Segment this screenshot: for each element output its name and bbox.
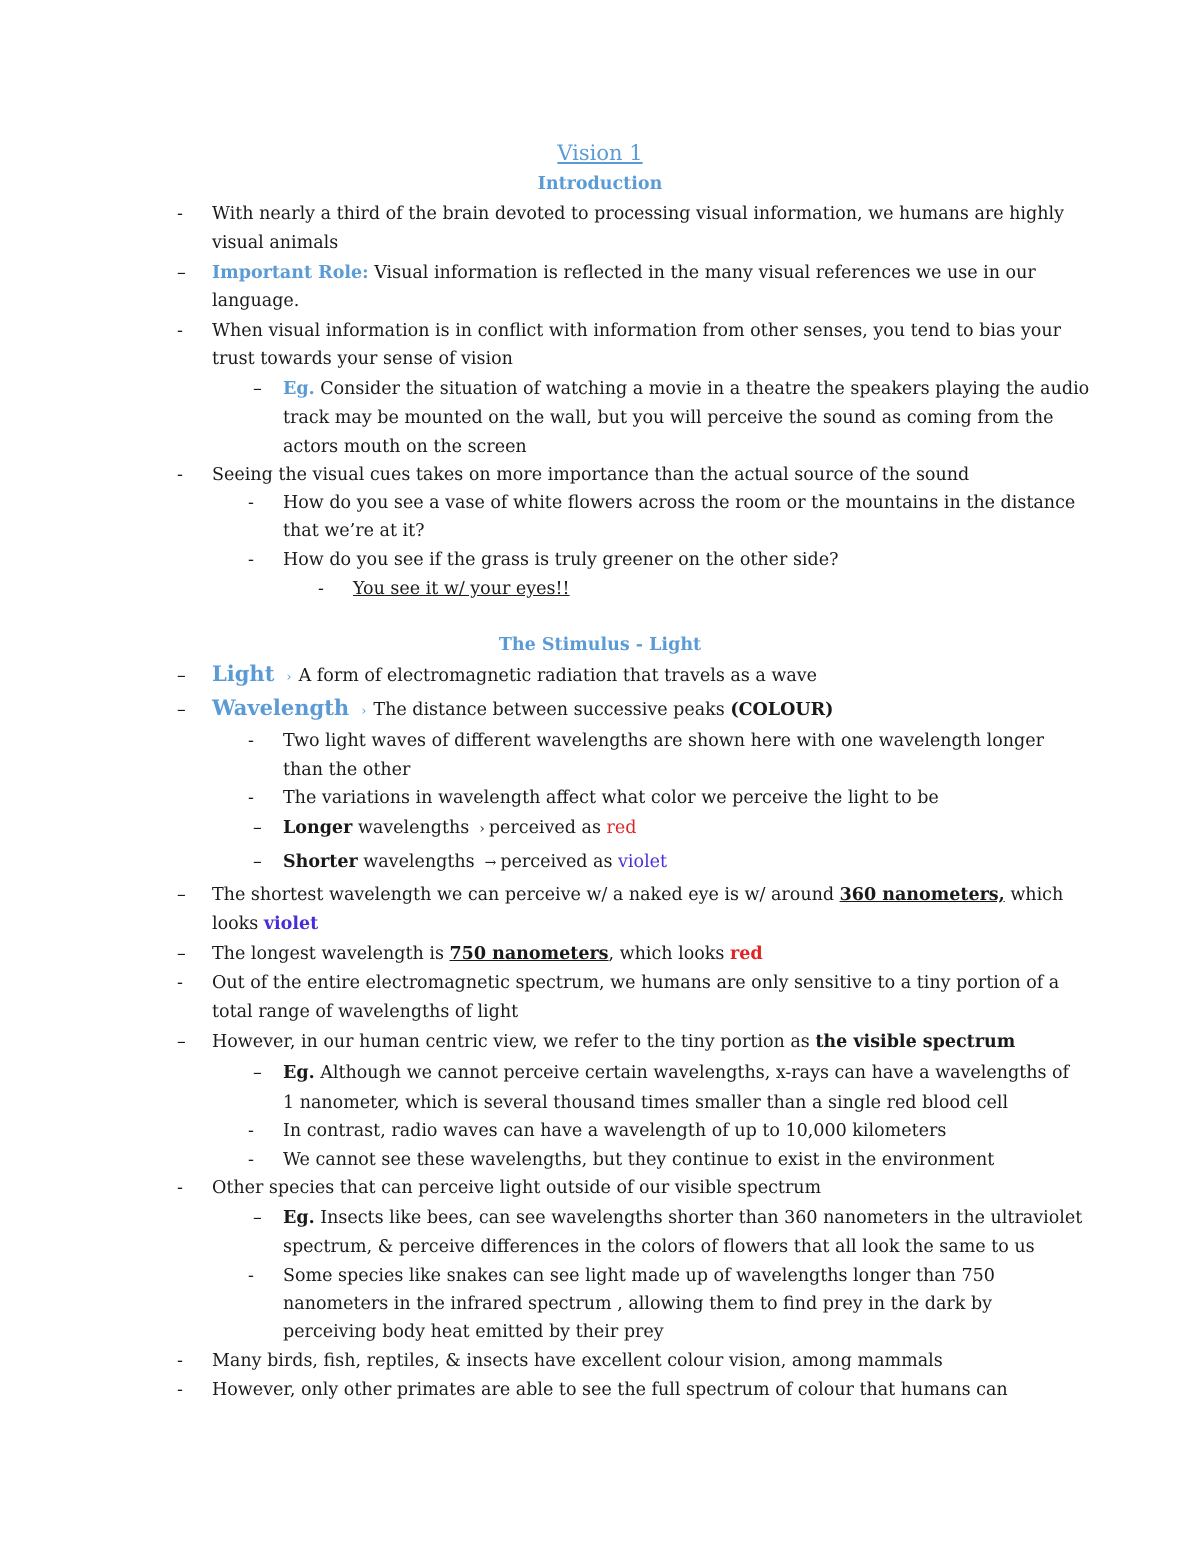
text-span: looks <box>212 914 264 934</box>
arrow-icon: → <box>484 855 497 871</box>
text-line: language. <box>212 291 300 311</box>
text-span: , which looks <box>608 944 730 964</box>
text-violet: violet <box>618 852 668 872</box>
term-wavelength: Wavelength <box>212 695 350 720</box>
text-span: The longest wavelength is <box>212 944 450 964</box>
text-line: Two light waves of different wavelengths are shown here with one wavelength longer <box>283 731 1044 751</box>
term-light: Light <box>212 661 275 686</box>
bullet: - <box>177 1380 183 1400</box>
section-heading-introduction: Introduction <box>537 174 663 194</box>
text-bold-underlined: 750 nanometers <box>449 944 609 964</box>
text-line: actors mouth on the screen <box>283 437 527 457</box>
text-line <box>212 663 817 689</box>
text-line: Some species like snakes can see light made up of wavelengths longer than 750 <box>283 1266 995 1286</box>
text-line: Seeing the visual cues takes on more importance than the actual source of the sound <box>212 465 970 485</box>
text-line: Other species that can perceive light outside of our visible spectrum <box>212 1178 822 1198</box>
bullet: - <box>248 788 254 808</box>
text-span: A form of electromagnetic radiation that travels as a wave <box>298 666 818 686</box>
text-line <box>283 1062 1069 1084</box>
text-line: Out of the entire electromagnetic spectrum, we humans are only sensitive to a tiny portion of a <box>212 973 1060 993</box>
text-line: With nearly a third of the brain devoted to processing visual information, we humans are highly <box>212 204 1064 224</box>
text-violet-bold: violet <box>263 914 319 934</box>
text-line: When visual information is in conflict with information from other senses, you tend to bias your <box>212 321 1061 341</box>
bullet: – <box>177 700 186 720</box>
text-span: Visual information is reflected in the many visual references we use in our <box>368 263 1036 283</box>
text-line: total range of wavelengths of light <box>212 1002 519 1022</box>
bullet: – <box>177 944 186 964</box>
text-bold-underlined: 360 nanometers, <box>839 885 1005 905</box>
bullet: – <box>253 379 262 399</box>
bullet: - <box>177 1178 183 1198</box>
bullet: - <box>248 1121 254 1141</box>
text-span: wavelengths <box>352 818 470 838</box>
label-important-role: Important Role: <box>212 263 369 283</box>
text-line-underlined: You see it w/ your eyes!! <box>353 579 570 599</box>
text-span: The shortest wavelength we can perceive w/ a naked eye is w/ around <box>212 885 840 905</box>
text-line <box>212 1031 1015 1053</box>
text-bold: the visible spectrum <box>815 1032 1016 1052</box>
text-bold: (COLOUR) <box>730 700 834 720</box>
bullet: - <box>177 465 183 485</box>
text-span: which <box>1004 885 1064 905</box>
text-line <box>212 697 833 723</box>
label-eg: Eg. <box>283 379 315 399</box>
bullet: - <box>248 1266 254 1286</box>
text-span: perceived as <box>500 852 619 872</box>
text-line: However, only other primates are able to see the full spectrum of colour that humans can <box>212 1380 1008 1400</box>
label-eg: Eg. <box>283 1208 315 1228</box>
text-line <box>212 884 1063 906</box>
text-red-bold: red <box>729 944 763 964</box>
text-line: We cannot see these wavelengths, but they continue to exist in the environment <box>283 1150 995 1170</box>
bullet: - <box>248 493 254 513</box>
text-line: nanometers in the infrared spectrum , allowing them to find prey in the dark by <box>283 1294 993 1314</box>
bullet: – <box>177 1032 186 1052</box>
text-line <box>212 262 1036 284</box>
bullet: - <box>248 550 254 570</box>
text-span: perceived as <box>488 818 607 838</box>
text-line: that we’re at it? <box>283 521 425 541</box>
section-heading-stimulus: The Stimulus - Light <box>498 635 702 655</box>
bullet: – <box>253 1208 262 1228</box>
text-line: Many birds, fish, reptiles, & insects have excellent colour vision, among mammals <box>212 1351 943 1371</box>
text-line <box>283 378 1089 400</box>
bullet: – <box>253 852 262 872</box>
text-line <box>283 1207 1082 1229</box>
text-line: visual animals <box>212 233 339 253</box>
bullet: - <box>248 731 254 751</box>
text-line: spectrum, & perceive differences in the colors of flowers that all look the same to us <box>283 1237 1035 1257</box>
text-line: How do you see if the grass is truly greener on the other side? <box>283 550 839 570</box>
text-line <box>212 943 763 965</box>
text-line: 1 nanometer, which is several thousand times smaller than a single red blood cell <box>283 1093 1009 1113</box>
text-bold: Longer <box>283 818 353 838</box>
text-span: Consider the situation of watching a movie in a theatre the speakers playing the audio <box>314 379 1090 399</box>
text-red: red <box>606 818 637 838</box>
bullet: – <box>253 1063 262 1083</box>
label-eg: Eg. <box>283 1063 315 1083</box>
text-line: The variations in wavelength affect what color we perceive the light to be <box>283 788 939 808</box>
text-span: The distance between successive peaks <box>373 700 731 720</box>
bullet: – <box>177 263 186 283</box>
bullet: – <box>177 885 186 905</box>
text-line <box>283 851 667 873</box>
text-span: Insects like bees, can see wavelengths shorter than 360 nanometers in the ultraviolet <box>314 1208 1083 1228</box>
text-line: track may be mounted on the wall, but you will perceive the sound as coming from the <box>283 408 1054 428</box>
text-line <box>212 913 318 935</box>
text-span: However, in our human centric view, we refer to the tiny portion as <box>212 1032 816 1052</box>
text-span: Although we cannot perceive certain wavelengths, x-rays can have a wavelengths of <box>314 1063 1070 1083</box>
text-line: than the other <box>283 760 411 780</box>
text-line: In contrast, radio waves can have a wavelength of up to 10,000 kilometers <box>283 1121 947 1141</box>
text-line <box>283 817 636 839</box>
arrow-icon: › <box>286 670 292 685</box>
text-line: How do you see a vase of white flowers across the room or the mountains in the distance <box>283 493 1076 513</box>
bullet: – <box>177 666 186 686</box>
text-line: perceiving body heat emitted by their prey <box>283 1322 664 1342</box>
bullet: – <box>253 818 262 838</box>
text-line: trust towards your sense of vision <box>212 349 513 369</box>
bullet: - <box>248 1150 254 1170</box>
arrow-icon: › <box>479 821 485 837</box>
arrow-icon: › <box>361 704 367 719</box>
bullet: - <box>177 1351 183 1371</box>
bullet: - <box>177 321 183 341</box>
bullet: - <box>318 579 324 599</box>
bullet: - <box>177 204 183 224</box>
page-title: Vision 1 <box>557 141 643 165</box>
text-span: wavelengths <box>357 852 475 872</box>
bullet: - <box>177 973 183 993</box>
text-bold: Shorter <box>283 852 358 872</box>
